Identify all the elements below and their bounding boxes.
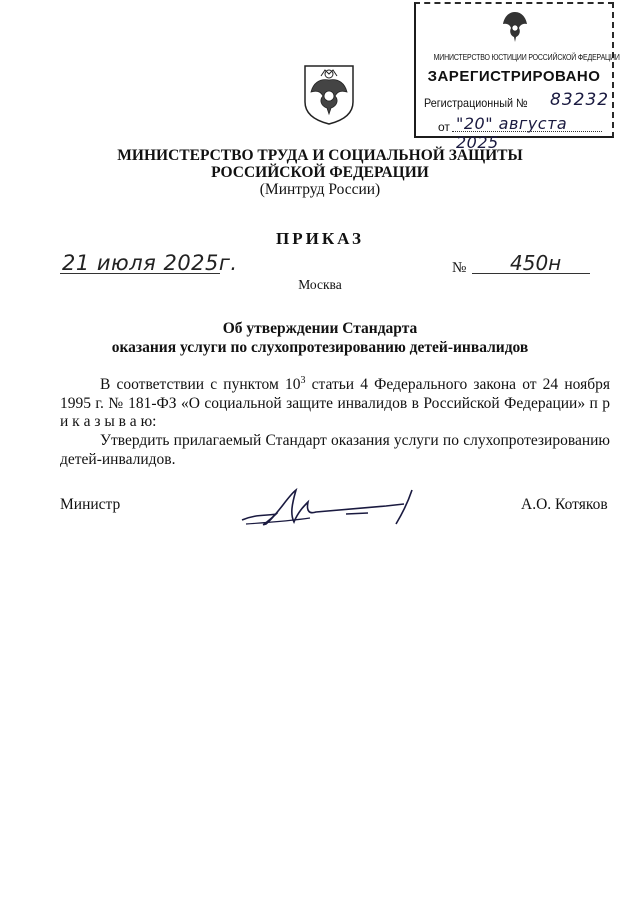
stamp-reg-number: 83232	[550, 90, 610, 110]
stamp-reg-label: Регистрационный №	[424, 96, 528, 110]
subject-line-1: Об утверждении Стандарта	[222, 320, 418, 337]
paragraph-resolution: Утвердить прилагаемый Стандарт оказания услуги по слухопротезированию детей-инвалидов.	[60, 432, 610, 468]
stamp-emblem-icon	[500, 8, 530, 48]
coat-of-arms-icon	[301, 62, 357, 126]
paragraph-1-start: В соответствии с пунктом 10	[100, 376, 301, 393]
order-number-label: №	[452, 260, 467, 276]
stamp-date-line	[452, 131, 602, 132]
number-underline	[472, 273, 590, 274]
order-number: 450н	[510, 251, 562, 275]
ministry-name-line-1: МИНИСТЕРСТВО ТРУДА И СОЦИАЛЬНОЙ ЗАЩИТЫ	[117, 147, 523, 164]
ministry-name-line-2: РОССИЙСКОЙ ФЕДЕРАЦИИ	[211, 164, 429, 181]
stamp-status: ЗАРЕГИСТРИРОВАНО	[427, 68, 601, 85]
city: Москва	[298, 277, 342, 292]
date-underline	[60, 273, 220, 274]
stamp-date-value: "20" августа 2025	[456, 114, 568, 152]
paragraph-1-superscript: 3	[300, 374, 306, 386]
paragraph-1-end: статьи 4 Федерального закона от 24 ноября 1995 г. № 181-ФЗ «О социальной защите инвалидов в Российской Федерации» п р и к а з ы в а ю:	[60, 376, 610, 430]
order-date: 21 июля 2025г.	[62, 251, 238, 275]
paragraph-legal-basis	[60, 376, 610, 432]
stamp-ministry-name: МИНИСТЕРСТВО ЮСТИЦИИ РОССИЙСКОЙ ФЕДЕРАЦИИ	[433, 52, 620, 62]
signer-title: Министр	[60, 496, 121, 513]
handwritten-signature	[236, 484, 426, 532]
ministry-short-name: (Минтруд России)	[259, 181, 381, 198]
subject-line-2: оказания услуги по слухопротезированию детей-инвалидов	[111, 339, 529, 356]
signer-name: А.О. Котяков	[521, 496, 608, 513]
registration-stamp	[414, 2, 620, 152]
document-type: ПРИКАЗ	[276, 229, 364, 248]
stamp-date-label: от	[438, 120, 450, 134]
